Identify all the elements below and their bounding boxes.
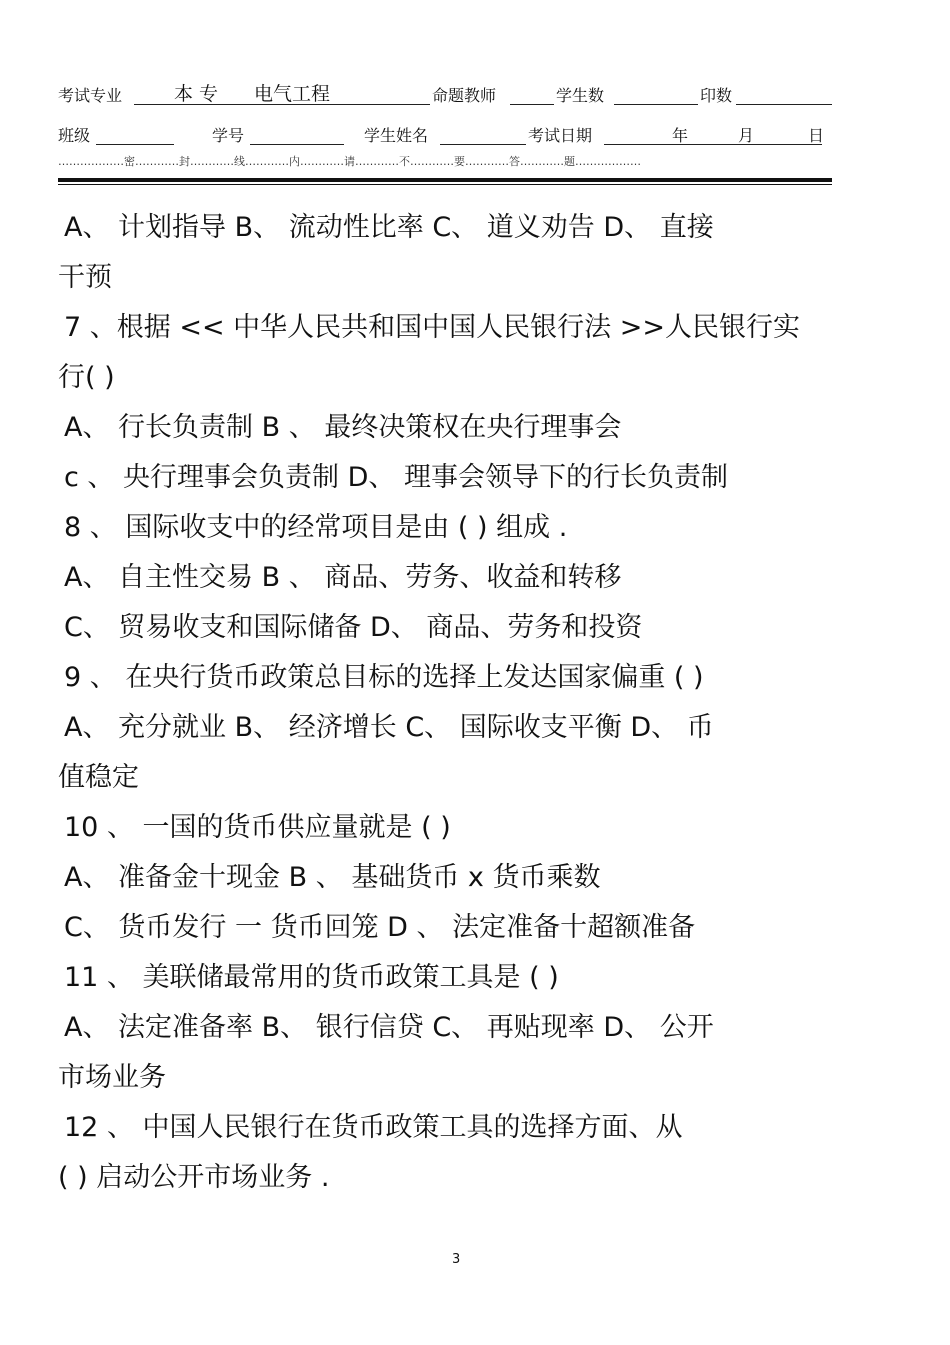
page-number: 3 [452, 1252, 461, 1267]
q12-question-continuation: ( ) 启动公开市场业务 . [58, 1162, 330, 1193]
day-label: 日 [808, 126, 825, 145]
month-label: 月 [738, 126, 755, 145]
q9-options-continuation: 值稳定 [58, 762, 139, 793]
q7-question-continuation: 行( ) [58, 362, 115, 393]
q10-options-ab: A、 准备金十现金 B 、 基础货币 x 货币乘数 [64, 862, 601, 893]
exam-major-label: 考试专业 [58, 86, 123, 105]
teacher-underline [510, 104, 554, 105]
teacher-label: 命题教师 [432, 86, 497, 105]
student-id-underline [250, 144, 344, 145]
seal-thick-rule [58, 178, 832, 182]
prints-underline [736, 104, 832, 105]
q8-options-cd: C、 贸易收支和国际储备 D、 商品、劳务和投资 [64, 612, 643, 643]
q6-options-line: A、 计划指导 B、 流动性比率 C、 道义劝告 D、 直接 [64, 212, 714, 243]
students-underline [614, 104, 698, 105]
q9-question: 9 、 在央行货币政策总目标的选择上发达国家偏重 ( ) [64, 662, 704, 693]
prints-label: 印数 [700, 86, 733, 105]
seal-thin-rule [58, 184, 832, 185]
student-name-label: 学生姓名 [364, 126, 429, 145]
q6-options-continuation: 干预 [58, 262, 112, 293]
q11-options-continuation: 市场业务 [58, 1062, 166, 1093]
q8-question: 8 、 国际收支中的经常项目是由 ( ) 组成 . [64, 512, 568, 543]
q10-options-cd: C、 货币发行 一 货币回笼 D 、 法定准备十超额准备 [64, 912, 696, 943]
q8-options-ab: A、 自主性交易 B 、 商品、劳务、收益和转移 [64, 562, 622, 593]
q11-question: 11 、 美联储最常用的货币政策工具是 ( ) [64, 962, 559, 993]
seal-line-notice: ………………密…………封…………线…………内…………请…………不…………要…………答…………题……………… [58, 155, 641, 168]
q9-options-line: A、 充分就业 B、 经济增长 C、 国际收支平衡 D、 币 [64, 712, 714, 743]
q11-options-line: A、 法定准备率 B、 银行信贷 C、 再贴现率 D、 公开 [64, 1012, 714, 1043]
q7-options-cd: c 、 央行理事会负责制 D、 理事会领导下的行长负责制 [64, 462, 728, 493]
q7-options-ab: A、 行长负责制 B 、 最终决策权在央行理事会 [64, 412, 622, 443]
exam-date-underline [604, 144, 822, 145]
class-underline [96, 144, 174, 145]
q7-question: 7 、根据 << 中华人民共和国中国人民银行法 >>人民银行实 [64, 312, 800, 343]
exam-date-label: 考试日期 [528, 126, 593, 145]
q10-question: 10 、 一国的货币供应量就是 ( ) [64, 812, 451, 843]
q12-question: 12 、 中国人民银行在货币政策工具的选择方面、从 [64, 1112, 683, 1143]
exam-major-value-level: 本 专 [174, 83, 219, 105]
student-id-label: 学号 [212, 126, 245, 145]
class-label: 班级 [58, 126, 91, 145]
student-name-underline [440, 144, 526, 145]
year-label: 年 [672, 126, 689, 145]
students-label: 学生数 [556, 86, 605, 105]
exam-major-value-name: 电气工程 [254, 83, 331, 105]
